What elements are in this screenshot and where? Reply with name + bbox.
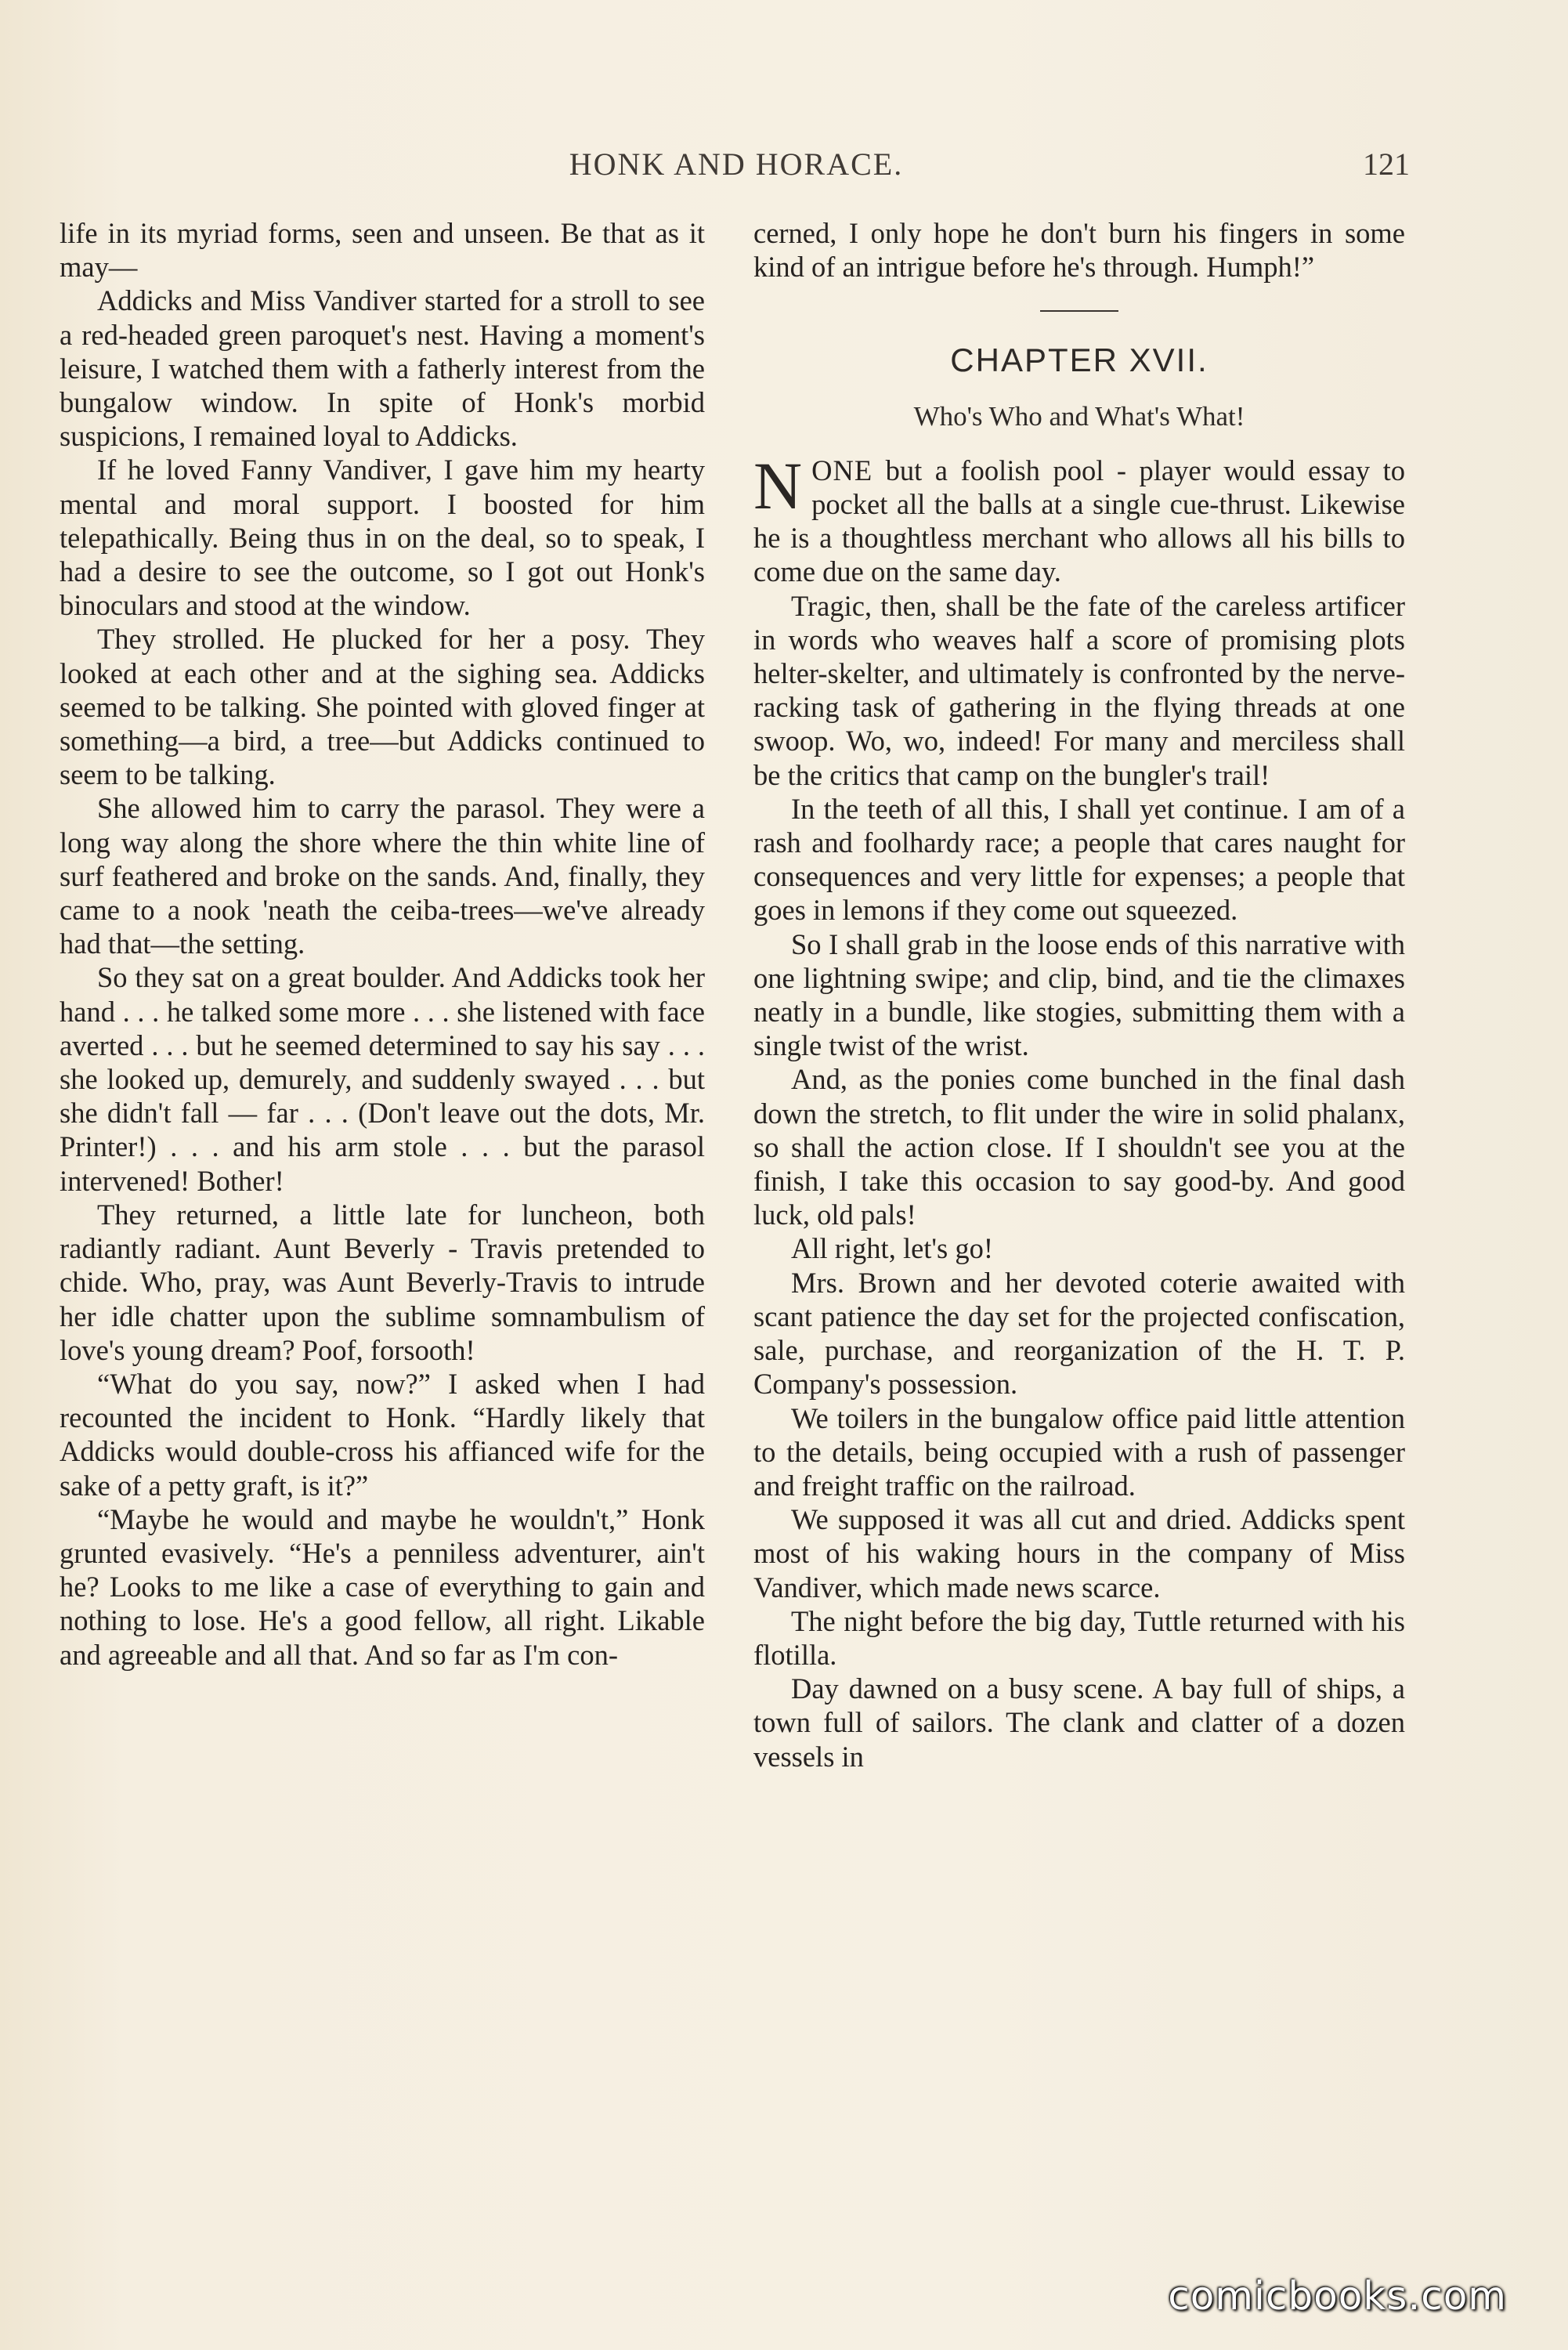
paragraph: They returned, a little late for luncheon, both radiantly radiant. Aunt Beverly - Travis pretended to chide. Who, pray, was Aunt Beverly-Travis to intrude her idle chatter upon the sublime somnambulism of love's young dream? Poof, forsooth!	[60, 1198, 705, 1366]
paragraph: They strolled. He plucked for her a posy. They looked at each other and at the sighing sea. Addicks seemed to be talking. She pointed with gloved finger at something—a bird, a tree—but Addicks continued to seem to be talking.	[60, 623, 705, 791]
watermark: comicbooks.com	[1168, 2273, 1507, 2319]
page-header	[63, 146, 1410, 193]
paragraph: Mrs. Brown and her devoted coterie awaited with scant patience the day set for the projected confiscation, sale, purchase, and reorganization of the H. T. P. Company's possession.	[753, 1266, 1405, 1401]
opening-word: ONE	[811, 454, 873, 486]
right-column	[753, 216, 1405, 1773]
paragraph: We supposed it was all cut and dried. Addicks spent most of his waking hours in the company of Miss Vandiver, which made news scarce.	[753, 1503, 1405, 1603]
paragraph: Tragic, then, shall be the fate of the careless artificer in words who weaves half a score of promising plots helter-skelter, and ultimately is confronted by the nerve-racking task of gathering in the flying threads at one swoop. Wo, wo, indeed! For many and merciless shall be the critics that camp on the bungler's trail!	[753, 589, 1405, 791]
paragraph: We toilers in the bungalow office paid little attention to the details, being occupied with a rush of passenger and freight traffic on the railroad.	[753, 1401, 1405, 1502]
paragraph: And, as the ponies come bunched in the final dash down the stretch, to flit under the wire in solid phalanx, so shall the action close. If I shouldn't see you at the finish, I take this occasion to say good-by. And good luck, old pals!	[753, 1063, 1405, 1231]
section-divider	[1040, 310, 1118, 312]
running-title: HONK AND HORACE.	[569, 146, 904, 182]
paragraph: “Maybe he would and maybe he wouldn't,” Honk grunted evasively. “He's a penniless adventurer, ain't he? Looks to me like a case of everything to gain and nothing to lose. He's a good fellow, all right. Likable and agreeable and all that. And so far as I'm con-	[60, 1502, 705, 1671]
paragraph: All right, let's go!	[791, 1232, 993, 1265]
paragraph: cerned, I only hope he don't burn his fingers in some kind of an intrigue before he's through. Humph!”	[753, 217, 1405, 284]
left-column	[60, 216, 705, 1672]
paragraph: So they sat on a great boulder. And Addicks took her hand . . . he talked some more . . . she listened with face averted . . . but he seemed determined to say his say . . . she looked up, demurely, and suddenly swayed . . . but she didn't fall — far . . . (Don't leave out the dots, Mr. Printer!) . . . and his arm stole . . . but the parasol intervened! Bother!	[60, 961, 705, 1197]
paragraph: If he loved Fanny Vandiver, I gave him my hearty mental and moral support. I boosted for him telepathically. Being thus in on the deal, so to speak, I had a desire to see the outcome, so I got out Honk's binoculars and stood at the window.	[60, 454, 705, 622]
paragraph: “What do you say, now?” I asked when I had recounted the incident to Honk. “Hardly likely that Addicks would double-cross his affianced wife for the sake of a petty graft, is it?”	[60, 1367, 705, 1502]
paragraph: In the teeth of all this, I shall yet continue. I am of a rash and foolhardy race; a people that cares naught for consequences and very little for expenses; a people that goes in lemons if they come out squeezed.	[753, 792, 1405, 927]
paragraph: Day dawned on a busy scene. A bay full of ships, a town full of sailors. The clank and clatter of a dozen vessels in	[753, 1672, 1405, 1773]
chapter-subtitle: Who's Who and What's What!	[913, 400, 1245, 432]
page-number: 121	[1363, 146, 1410, 182]
paragraph: life in its myriad forms, seen and unseen. Be that as it may—	[60, 217, 705, 284]
opening-text: but a foolish pool - player would essay to pocket all the balls at a single cue-thrust. Likewise he is a thoughtless merchant who allows all his bills to come due on the same day.	[753, 454, 1405, 588]
paragraph: The night before the big day, Tuttle returned with his flotilla.	[753, 1604, 1405, 1671]
chapter-heading: CHAPTER XVII.	[950, 342, 1209, 379]
paragraph: So I shall grab in the loose ends of this narrative with one lightning swipe; and clip, bind, and tie the climaxes neatly in a bundle, like stogies, submitting them with a single twist of the wrist.	[753, 927, 1405, 1062]
paragraph: She allowed him to carry the parasol. They were a long way along the shore where the thin white line of surf feathered and broke on the sands. And, finally, they came to a nook 'neath the ceiba-trees—we've already had that—the setting.	[60, 792, 705, 960]
chapter-opening-paragraph	[753, 447, 1405, 589]
paragraph: Addicks and Miss Vandiver started for a stroll to see a red-headed green paroquet's nest. Having a moment's leisure, I watched them with a fatherly interest from the bungalow window. In spite of Honk's morbid suspicions, I remained loyal to Addicks.	[60, 284, 705, 453]
drop-cap: N	[753, 447, 803, 523]
